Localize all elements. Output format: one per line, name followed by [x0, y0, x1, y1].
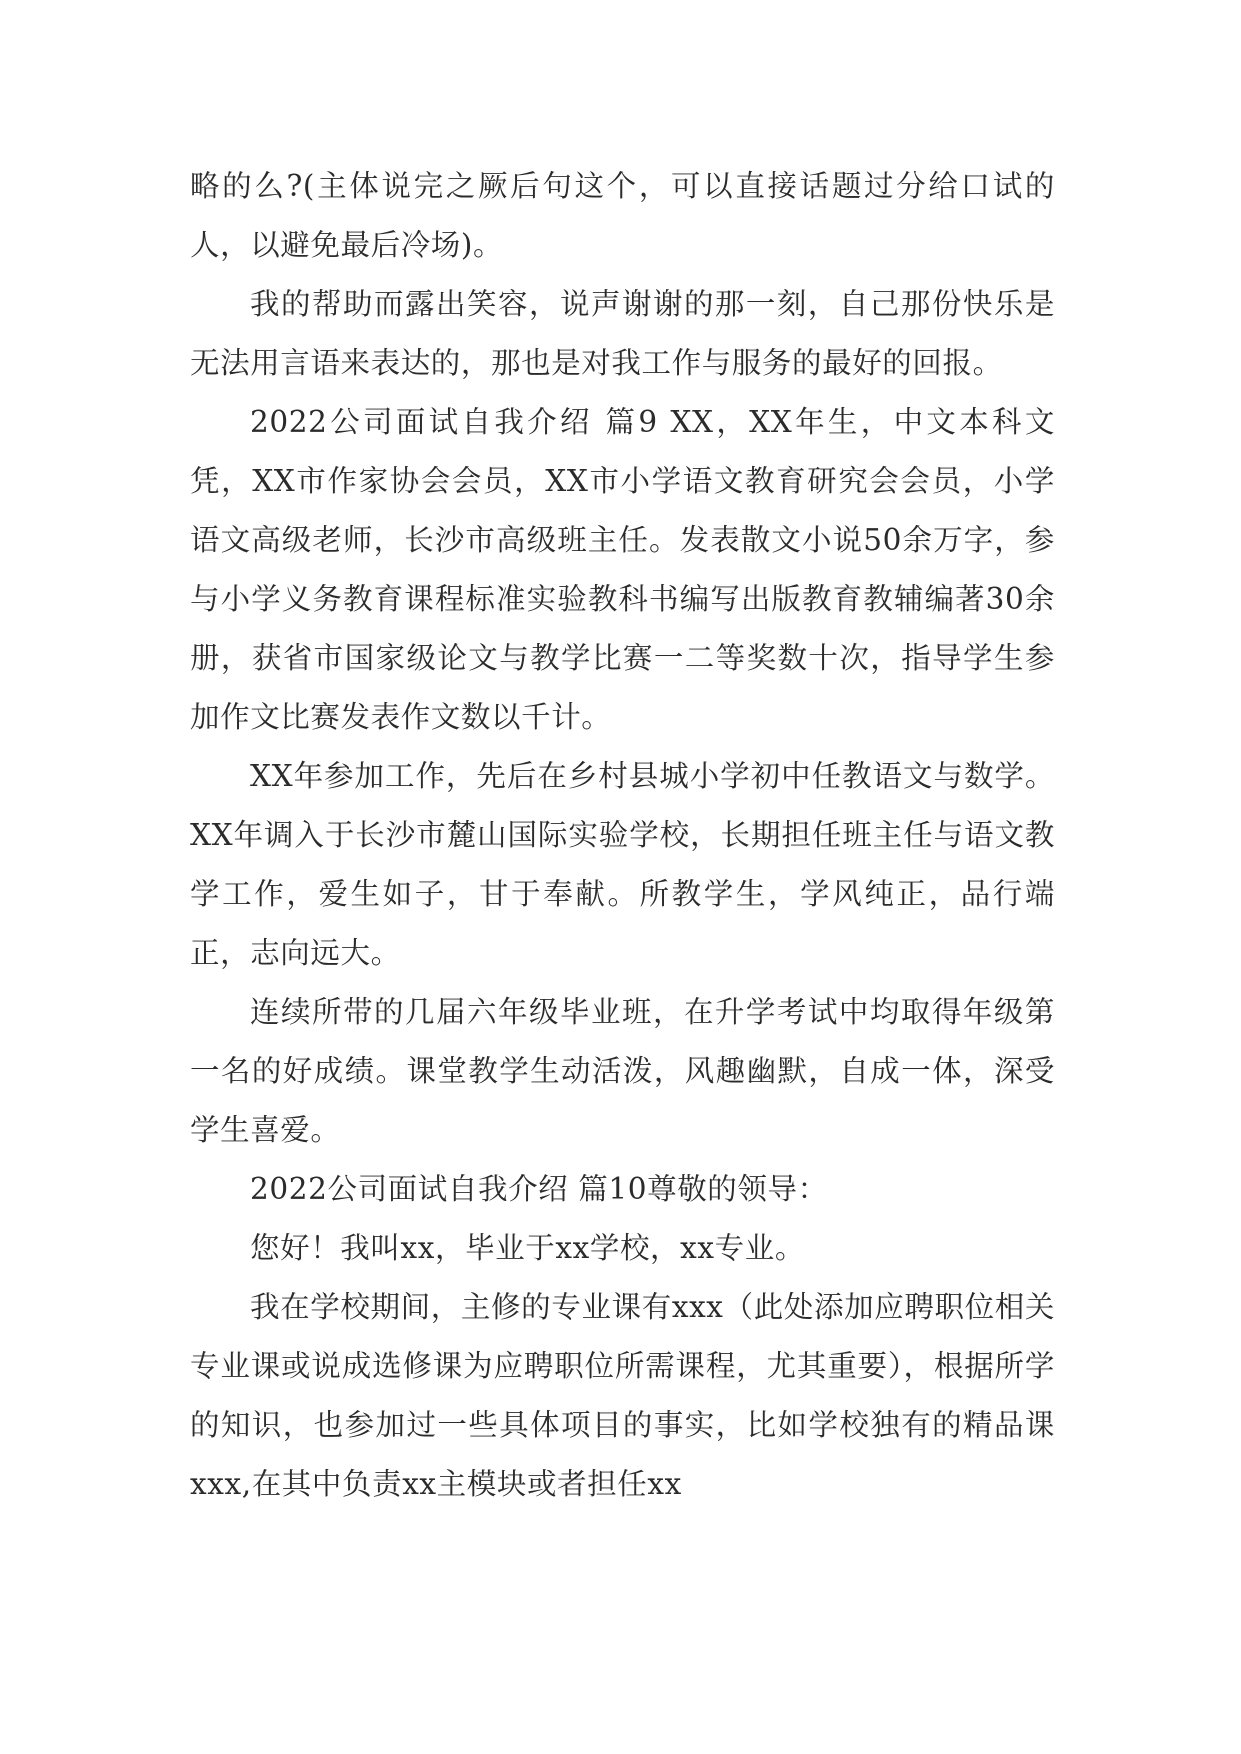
- paragraph-3: 2022公司面试自我介绍 篇9 XX，XX年生，中文本科文凭，XX市作家协会会员，XX市小学语文教育研究会会员，小学语文高级老师，长沙市高级班主任。发表散文小说50余万字，参与小学义务教育课程标准实验教科书编写出版教育教辅编著30余册，获省市国家级论文与教学比赛一二等奖数十次，指导学生参加作文比赛发表作文数以千计。: [190, 405, 1055, 734]
- paragraph-1: 略的么?(主体说完之厥后句这个，可以直接话题过分给口试的人，以避免最后冷场)。: [190, 169, 1055, 262]
- paragraph-6: 2022公司面试自我介绍 篇10尊敬的领导：: [250, 1172, 828, 1206]
- paragraph-8: 我在学校期间，主修的专业课有xxx（此处添加应聘职位相关专业课或说成选修课为应聘职位所需课程，尤其重要），根据所学的知识，也参加过一些具体项目的事实，比如学校独有的精品课xxx,在其中负责xx主模块或者担任xx: [190, 1290, 1055, 1501]
- document-body: [190, 157, 1055, 1514]
- paragraph-5: 连续所带的几届六年级毕业班，在升学考试中均取得年级第一名的好成绩。课堂教学生动活泼，风趣幽默，自成一体，深受学生喜爱。: [190, 995, 1055, 1147]
- paragraph-7: 您好！我叫xx，毕业于xx学校，xx专业。: [250, 1231, 805, 1265]
- paragraph-2: 我的帮助而露出笑容，说声谢谢的那一刻，自己那份快乐是无法用言语来表达的，那也是对我工作与服务的最好的回报。: [190, 287, 1055, 380]
- paragraph-4: XX年参加工作，先后在乡村县城小学初中任教语文与数学。XX年调入于长沙市麓山国际实验学校，长期担任班主任与语文教学工作，爱生如子，甘于奉献。所教学生，学风纯正，品行端正，志向远大。: [190, 759, 1055, 970]
